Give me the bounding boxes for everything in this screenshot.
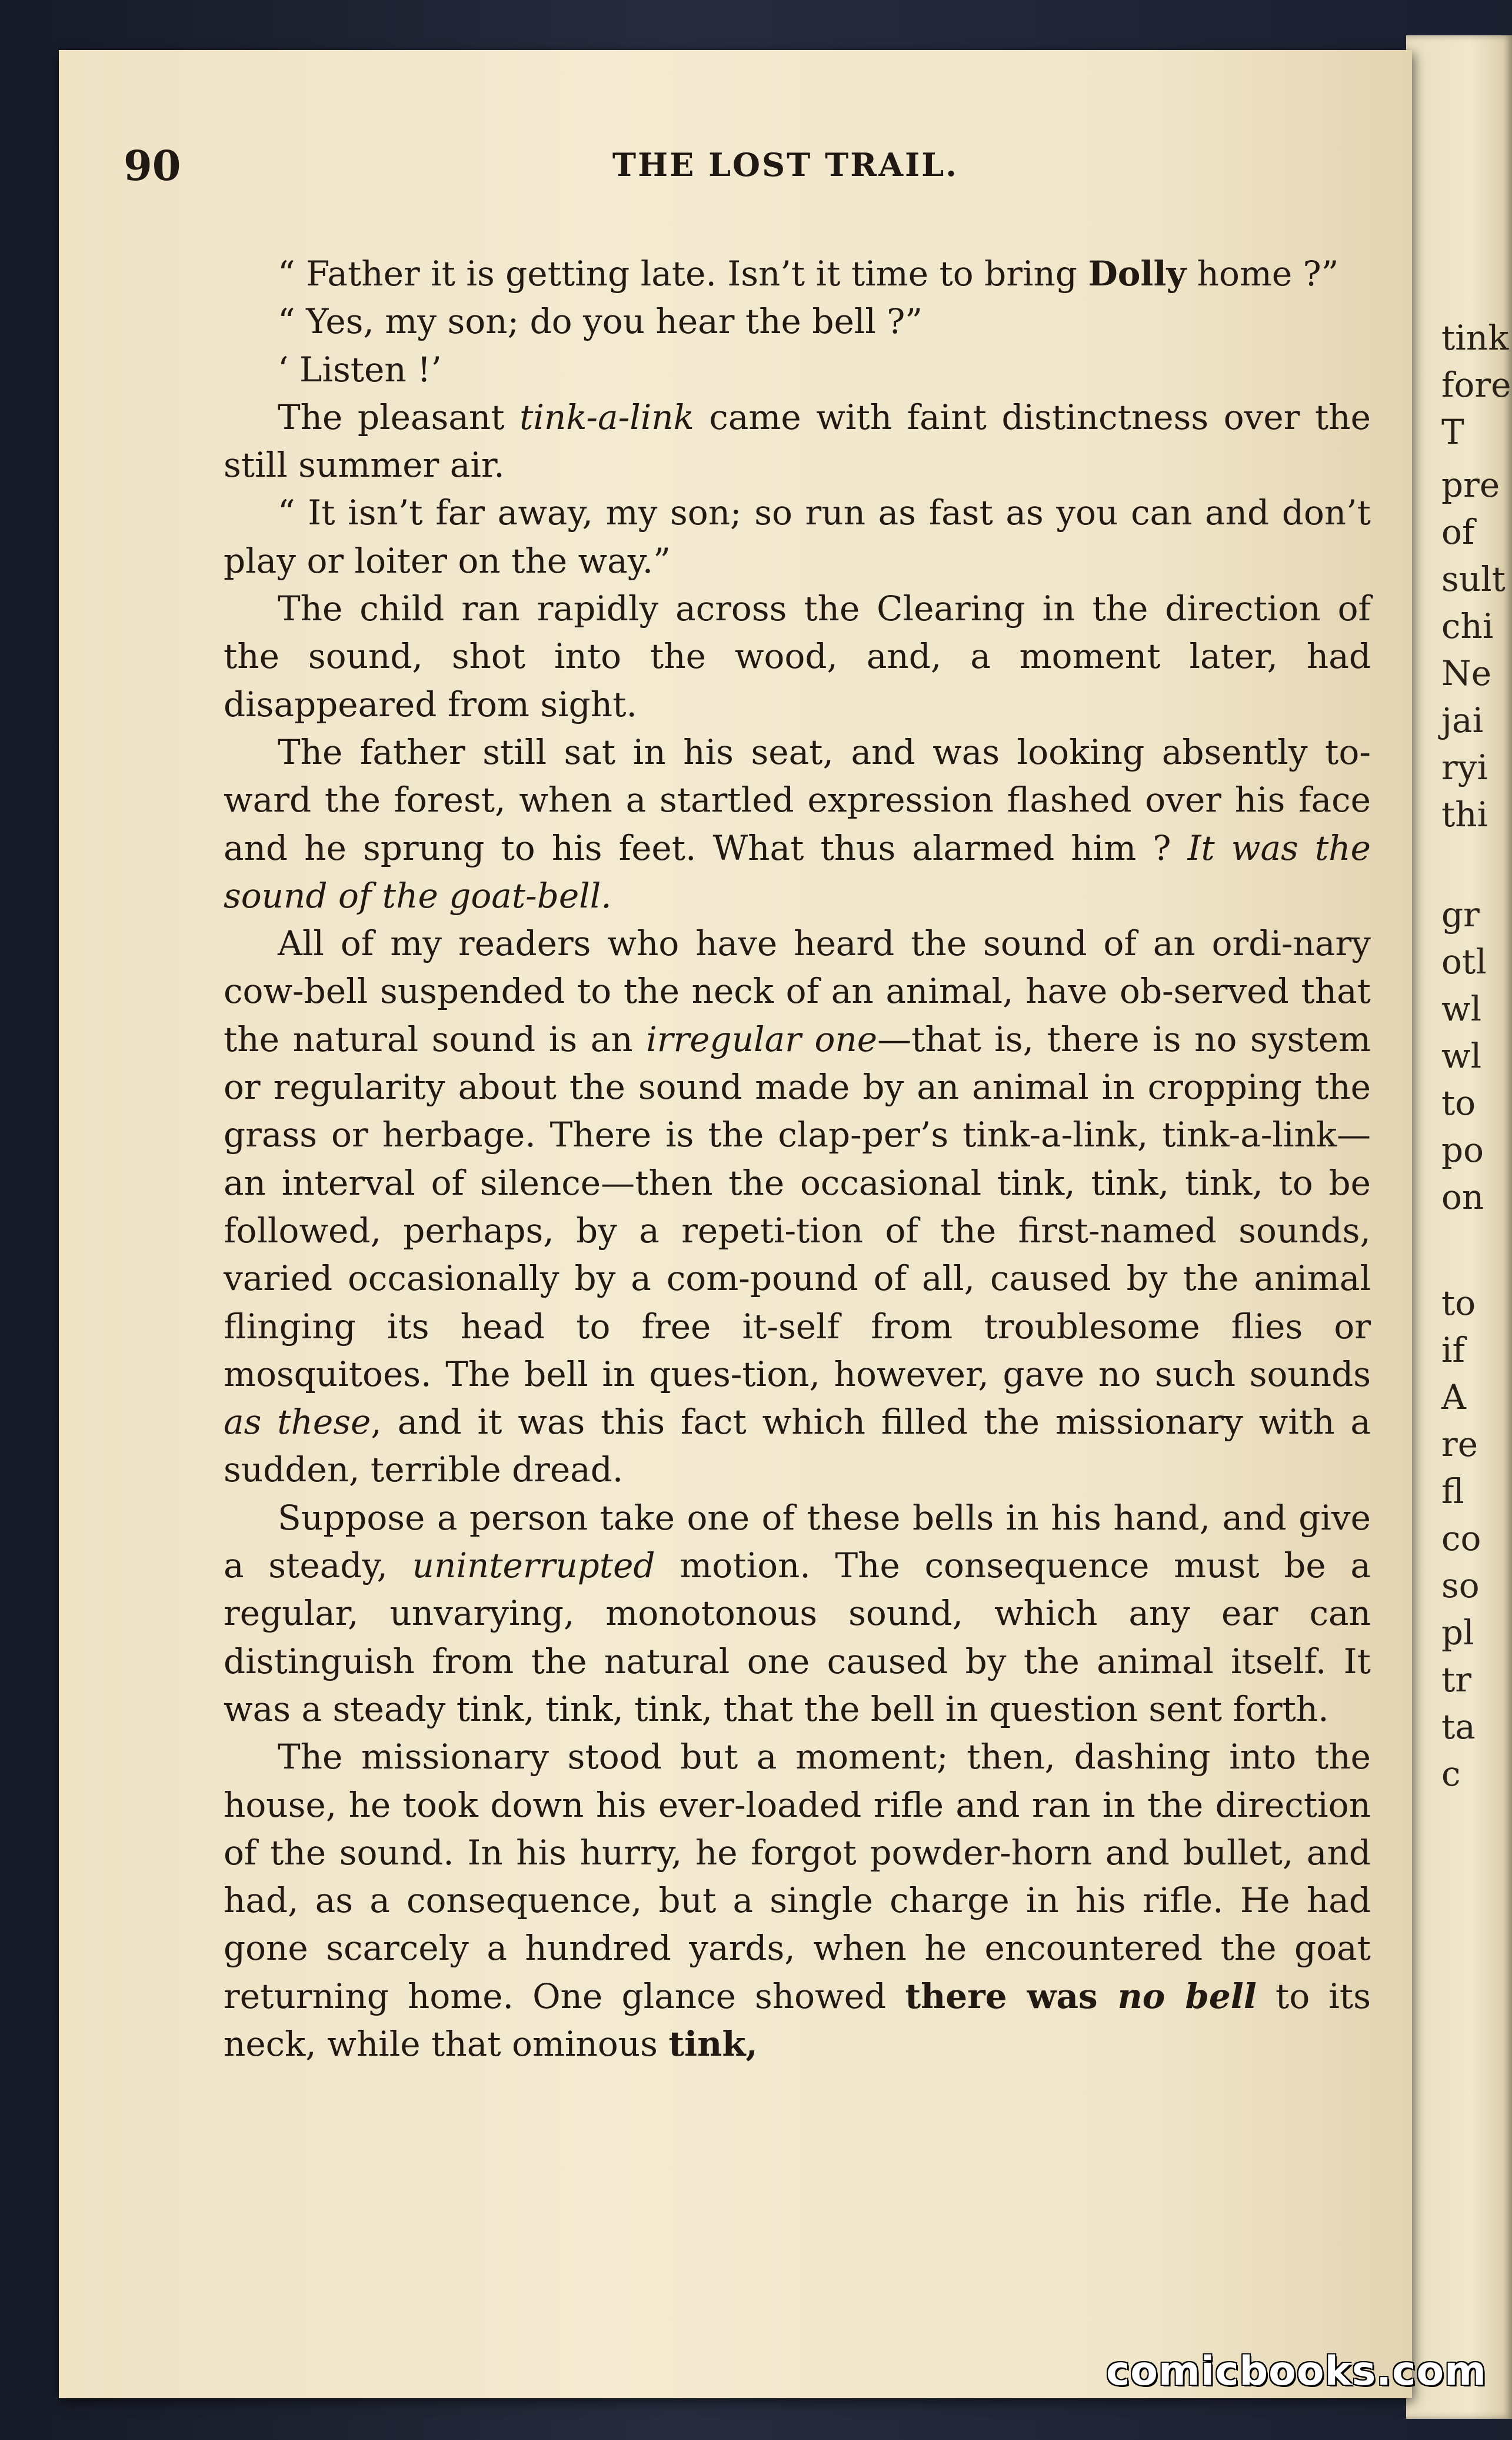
facing-page-fragment: to (1441, 1283, 1476, 1323)
text-run: ‘ Listen !’ (278, 349, 442, 390)
facing-page-fragment: ta (1441, 1707, 1476, 1747)
facing-page-fragment: otl (1441, 942, 1487, 982)
text-run: uninterrupted (412, 1545, 655, 1586)
page-number: 90 (124, 141, 181, 190)
text-run: “ Yes, my son; do you hear the bell ?” (278, 301, 923, 342)
facing-page-fragment: po (1441, 1130, 1484, 1170)
site-watermark: comicbooks.com (1106, 2348, 1487, 2395)
text-run: The pleasant (278, 397, 520, 437)
text-run: , and it was this fact which filled the missionary with a sudden, terrible dread. (224, 1402, 1371, 1490)
text-run: Suppose a person take one of these bells in his hand, and give a steady, (224, 1497, 1371, 1586)
text-run: came with faint distinctness over the still summer air. (224, 397, 1371, 486)
facing-page-fragment: pre (1441, 465, 1500, 505)
text-run: The child ran rapidly across the Clearing in the direction of the sound, shot into the wood, and, a moment later, had disappeared from sight. (224, 589, 1371, 724)
facing-page-fragment: fore (1441, 365, 1511, 405)
paragraph-3 (224, 346, 1371, 394)
facing-page-fragment: tr (1441, 1660, 1472, 1700)
facing-page-fragment: chi (1441, 606, 1494, 646)
text-run: home ?” (1186, 254, 1339, 294)
paragraph-9 (224, 1494, 1371, 1733)
text-run: —that is, there is no system or regularity about the sound made by an animal in cropping the grass or herbage. There is the clap-per’s tink-a-link, tink-a-link—an interval of silence—then the occasional tink, tink, tink, to be followed, perhaps, by a repeti-tion of the first-named sounds, varied occasionally by a com-pound of all, caused by the animal flinging its head to free it-self from troublesome flies or mosquitoes. The bell in ques-tion, however, gave no such sounds (224, 1019, 1371, 1394)
text-run: tink, (668, 2023, 758, 2064)
paragraph-2 (224, 298, 1371, 345)
facing-page-fragment: fl (1441, 1471, 1464, 1511)
text-run: The missionary stood but a moment; then, dashing into the house, he took down his ever-loaded rifle and ran in the direction of the sound. In his hurry, he forgot powder-horn and bullet, and had, as a consequence, but a single charge in his rifle. He had gone scarcely a hundred yards, when he encountered the goat returning home. One glance showed (224, 1737, 1371, 2016)
text-run: as these (224, 1402, 371, 1442)
text-run: tink-a-link (519, 397, 694, 437)
facing-page-fragment: re (1441, 1424, 1478, 1464)
facing-page-fragment: wl (1441, 989, 1482, 1029)
facing-page-fragment: gr (1441, 895, 1480, 935)
facing-page-fragment: jai (1441, 700, 1484, 740)
text-run: “ It isn’t far away, my son; so run as fast as you can and don’t play or loiter on the way.” (224, 493, 1371, 581)
facing-page-fragment: ryi (1441, 747, 1488, 787)
facing-page-fragment: to (1441, 1083, 1476, 1123)
facing-page-fragment: A (1441, 1377, 1466, 1417)
facing-page-fragment: so (1441, 1565, 1480, 1605)
facing-page-fragment: on (1441, 1177, 1484, 1217)
paragraph-1 (224, 250, 1371, 298)
text-run: “ Father it is getting late. Isn’t it time to bring (278, 254, 1088, 294)
facing-page-fragment: co (1441, 1518, 1481, 1558)
facing-page-fragment: thi (1441, 795, 1488, 835)
text-run: Dolly (1088, 254, 1187, 294)
paragraph-4 (224, 394, 1371, 490)
paragraph-5 (224, 489, 1371, 585)
text-run: motion. The consequence must be a regular, unvarying, monotonous sound, which any ear can distinguish from the natural one caused by the animal itself. It was a steady tink, tink, tink, that the bell in question sent forth. (224, 1545, 1371, 1729)
page-header (124, 141, 1388, 206)
text-run: irregular one (646, 1019, 878, 1059)
running-title: THE LOST TRAIL. (612, 146, 959, 184)
paragraph-6 (224, 585, 1371, 729)
facing-page-fragment: if (1441, 1330, 1466, 1370)
text-run: The father still sat in his seat, and was looking absently to-ward the forest, when a startled expression flashed over his face and he sprung to his feet. What thus alarmed him ? (224, 732, 1371, 868)
text-run: to its neck, while that ominous (224, 1976, 1371, 2064)
paragraph-7 (224, 729, 1371, 920)
facing-page-fragment: of (1441, 512, 1475, 552)
text-run: there was (905, 1976, 1118, 2016)
facing-page-fragment: wl (1441, 1036, 1482, 1076)
facing-page-fragment: tink (1441, 318, 1509, 358)
facing-page-fragment: pl (1441, 1613, 1474, 1653)
text-run: All of my readers who have heard the sound of an ordi-nary cow-bell suspended to the neck of an animal, have ob-served that the natural sound is an (224, 923, 1371, 1059)
paragraph-8 (224, 920, 1371, 1494)
paragraph-10 (224, 1733, 1371, 2068)
facing-page-fragment: T (1441, 412, 1464, 452)
body-text (224, 250, 1371, 2068)
facing-page-edge (1406, 35, 1512, 2419)
text-run: no bell (1117, 1976, 1257, 2016)
facing-page-fragment: sult (1441, 559, 1506, 599)
facing-page-fragment: c (1441, 1754, 1461, 1794)
text-run: It was the sound of the goat-bell. (224, 827, 1371, 916)
facing-page-fragment: Ne (1441, 653, 1492, 693)
